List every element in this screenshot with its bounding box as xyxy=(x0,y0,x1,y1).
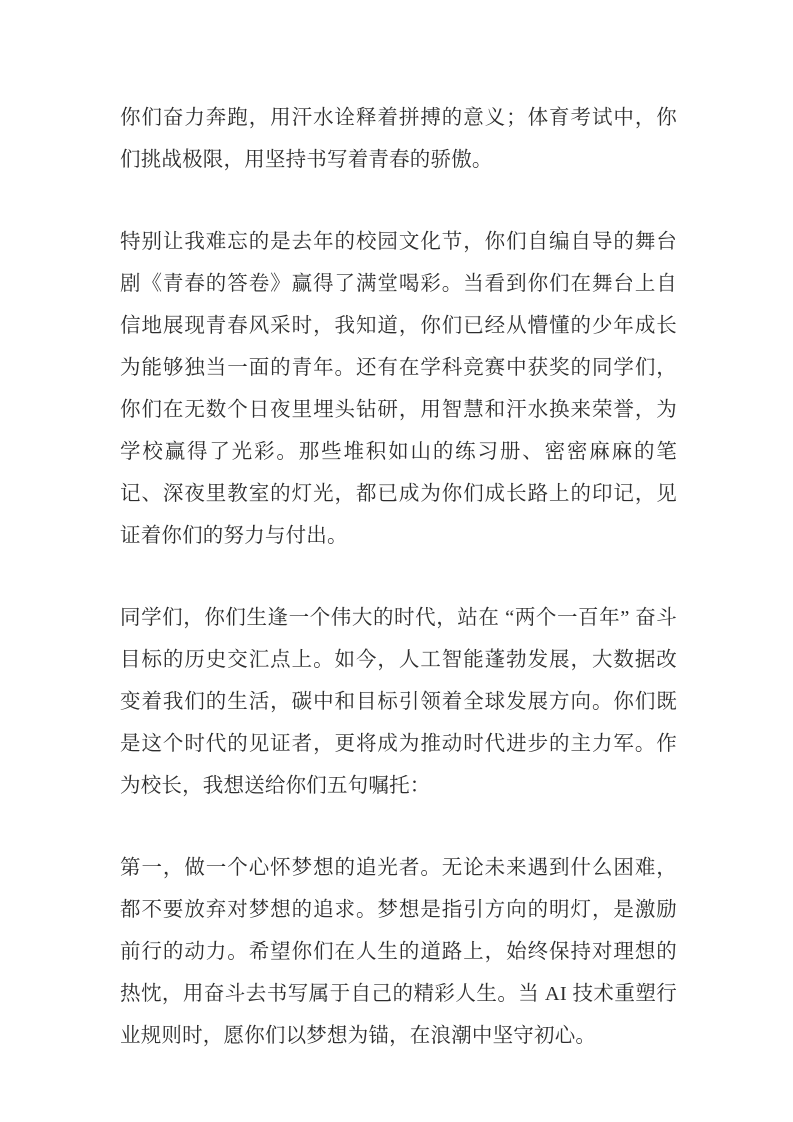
paragraph-sports-spirit: 你们奋力奔跑，用汗水诠释着拼搏的意义；体育考试中，你们挑战极限，用坚持书写着青春的骄傲。 xyxy=(120,107,677,171)
paragraph-culture-festival: 特别让我难忘的是去年的校园文化节，你们自编自导的舞台剧《青春的答卷》赢得了满堂喝彩。当看到你们在舞台上自信地展现青春风采时，我知道，你们已经从懵懂的少年成长为能够独当一面的青年。还有在学科竞赛中获奖的同学们，你们在无数个日夜里埋头钻研，用智慧和汗水换来荣誉，为学校赢得了光彩。那些堆积如山的练习册、密密麻麻的笔记、深夜里教室的灯光，都已成为你们成长路上的印记，见证着你们的努力与付出。 xyxy=(120,231,677,547)
paragraph-great-era: 同学们，你们生逢一个伟大的时代，站在 “两个一百年” 奋斗目标的历史交汇点上。如今，人工智能蓬勃发展，大数据改变着我们的生活，碳中和目标引领着全球发展方向。你们既是这个时代的见证者，更将成为推动时代进步的主力军。作为校长，我想送给你们五句嘱托： xyxy=(120,607,677,797)
paragraph-first-exhortation: 第一，做一个心怀梦想的追光者。无论未来遇到什么困难，都不要放弃对梦想的追求。梦想是指引方向的明灯，是激励前行的动力。希望你们在人生的道路上，始终保持对理想的热忱，用奋斗去书写属于自己的精彩人生。当 AI 技术重塑行业规则时，愿你们以梦想为锚，在浪潮中坚守初心。 xyxy=(120,857,677,1047)
